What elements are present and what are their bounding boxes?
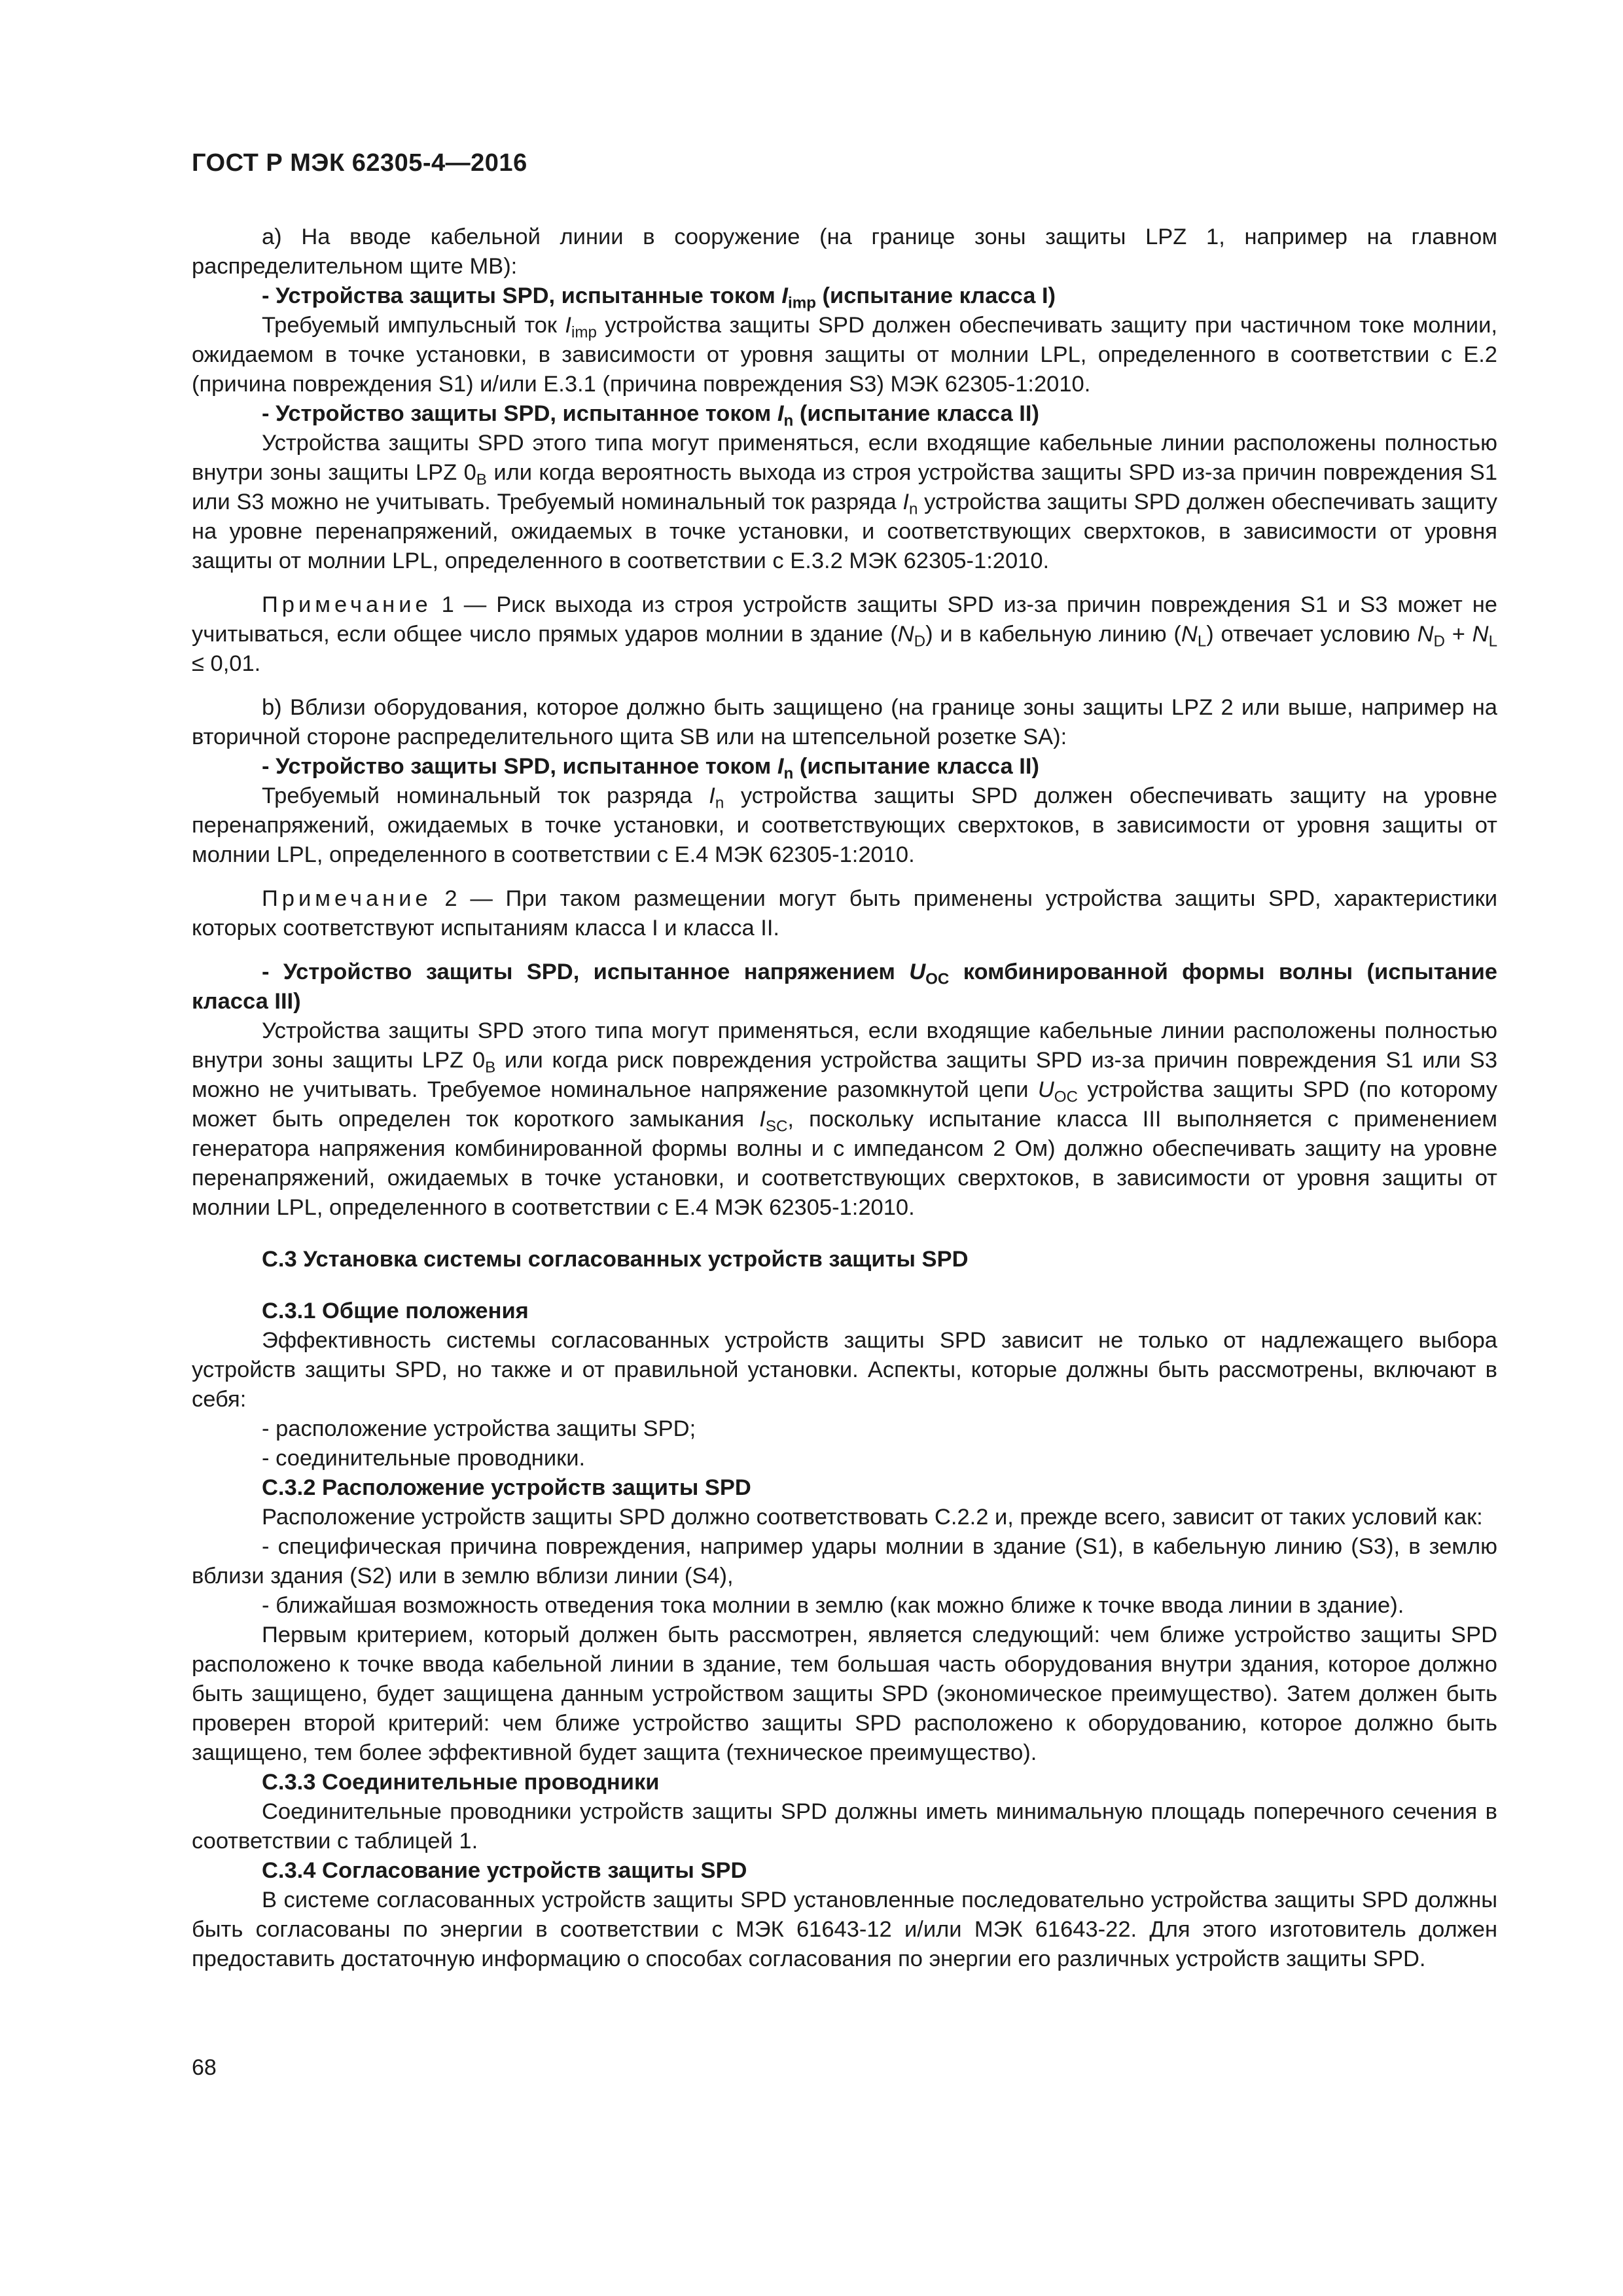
section-c32-title: С.3.2 Расположение устройств защиты SPD xyxy=(262,1475,751,1500)
list-item: - расположение устройства защиты SPD; xyxy=(262,1416,696,1441)
paragraph-class1: Требуемый импульсный ток $I_{imp}$ устройства защиты SPD должен обеспечивать защиту при частичном токе молнии, ожидаемом в точке установки, в зависимости от уровня защиты от молнии LPL, определенного в соответствии с Е.2 (причина повреждения S1) и/или Е.3.1 (причина повреждения S3) МЭК 62305-1:2010. xyxy=(192,313,1498,397)
section-c31-title: С.3.1 Общие положения xyxy=(262,1299,529,1323)
heading-class1: - Устройства защиты SPD, испытанные током $I_{imp}$ (испытание класса I) xyxy=(262,283,1056,312)
list-item: - специфическая причина повреждения, например удары молнии в здание (S1), в кабельную линию (S3), в землю вблизи здания (S2) или в землю вблизи линии (S4), xyxy=(192,1534,1497,1588)
paragraph-c33: Соединительные проводники устройств защиты SPD должны иметь минимальную площадь поперечного сечения в соответствии с таблицей 1. xyxy=(192,1799,1497,1854)
list-item: - ближайшая возможность отведения тока молнии в землю (как можно ближе к точке ввода линии в здание). xyxy=(262,1593,1404,1618)
heading-class2a: - Устройство защиты SPD, испытанное током $I_n$ (испытание класса II) xyxy=(262,401,1039,430)
paragraph-class2b: Требуемый номинальный ток разряда $I_n$ устройства защиты SPD должен обеспечивать защиту на уровне перенапряжений, ожидаемых в точке установки, и соответствующих сверхтоков, в зависимости от уровня защиты от молнии LPL, определенного в соответствии с Е.4 МЭК 62305-1:2010. xyxy=(192,783,1497,867)
paragraph-b-intro: b) Вблизи оборудования, которое должно быть защищено (на границе зоны защиты LPZ 2 или выше, например на вторичной стороне распределительного щита SB или на штепсельной розетке SA): xyxy=(192,695,1497,749)
section-c33-title: С.3.3 Соединительные проводники xyxy=(262,1770,660,1795)
list-item: - соединительные проводники. xyxy=(262,1446,586,1471)
document-header: ГОСТ Р МЭК 62305-4—2016 xyxy=(192,149,527,177)
heading-class2b: - Устройство защиты SPD, испытанное током $I_n$ (испытание класса II) xyxy=(262,754,1039,783)
paragraph-class3: Устройства защиты SPD этого типа могут применяться, если входящие кабельные линии расположены полностью внутри зоны защиты LPZ $0_B$ или когда риск повреждения устройства защиты SPD из-за причин повреждения S1 или S3 можно не учитывать. Требуемое номинальное напряжение разомкнутой цепи $U_{OC}$ устройства защиты SPD (по которому может быть определен ток короткого замыкания $I_{SC}$, поскольку испытание класса III выполняется с применением генератора напряжения комбинированной формы волны и с импедансом 2 Ом) должно обеспечивать защиту на уровне перенапряжений, ожидаемых в точке установки, и соответствующих сверхтоков, в зависимости от уровня защиты от молнии LPL, определенного в соответствии с Е.4 МЭК 62305-1:2010. xyxy=(192,1018,1498,1220)
paragraph-c32: Расположение устройств защиты SPD должно соответствовать С.2.2 и, прежде всего, зависит от таких условий как: xyxy=(262,1505,1483,1530)
paragraph-a-intro: а) На вводе кабельной линии в сооружение (на границе зоны защиты LPZ 1, например на главном распределительном щите MB): xyxy=(192,224,1497,279)
note-2: Примечание 2 — При таком размещении могут быть применены устройства защиты SPD, характеристики которых соответствуют испытаниям класса I и класса II. xyxy=(192,886,1497,941)
heading-class3: - Устройство защиты SPD, испытанное напряжением $U_{OC}$ комбинированной формы волны (испытание класса III) xyxy=(192,960,1497,1014)
paragraph-class2a: Устройства защиты SPD этого типа могут применяться, если входящие кабельные линии расположены полностью внутри зоны защиты LPZ $0_B$ или когда вероятность выхода из строя устройства защиты SPD из-за причин повреждения S1 или S3 можно не учитывать. Требуемый номинальный ток разряда $I_n$ устройства защиты SPD должен обеспечивать защиту на уровне перенапряжений, ожидаемых в точке установки, и соответствующих сверхтоков, в зависимости от уровня защиты от молнии LPL, определенного в соответствии с Е.3.2 МЭК 62305-1:2010. xyxy=(192,431,1498,573)
paragraph-c32b: Первым критерием, который должен быть рассмотрен, является следующий: чем ближе устройство защиты SPD расположено к точке ввода кабельной линии в здание, тем большая часть оборудования внутри здания, которое должно быть защищено, будет защищена данным устройством защиты SPD (экономическое преимущество). Затем должен быть проверен второй критерий: чем ближе устройство защиты SPD расположено к оборудованию, которое должно быть защищено, тем более эффективной будет защита (техническое преимущество). xyxy=(192,1623,1497,1765)
page-number: 68 xyxy=(192,2055,217,2080)
note-1: Примечание 1 — Риск выхода из строя устройств защиты SPD из-за причин повреждения S1 и S3 может не учитываться, если общее число прямых ударов молнии в здание $(N_D)$ и в кабельную линию $(N_L)$ отвечает условию $N_D + N_L \le 0,01$. xyxy=(192,592,1497,676)
paragraph-c31: Эффективность системы согласованных устройств защиты SPD зависит не только от надлежащего выбора устройств защиты SPD, но также и от правильной установки. Аспекты, которые должны быть рассмотрены, включают в себя: xyxy=(192,1328,1497,1412)
section-c3-title: С.3 Установка системы согласованных устройств защиты SPD xyxy=(262,1247,969,1272)
section-c34-title: С.3.4 Согласование устройств защиты SPD xyxy=(262,1858,747,1883)
paragraph-c34: В системе согласованных устройств защиты SPD установленные последовательно устройства защиты SPD должны быть согласованы по энергии в соответствии с МЭК 61643-12 и/или МЭК 61643-22. Для этого изготовитель должен предоставить достаточную информацию о способах согласования по энергии его различных устройств защиты SPD. xyxy=(192,1888,1497,1971)
document-body xyxy=(192,223,1497,1974)
